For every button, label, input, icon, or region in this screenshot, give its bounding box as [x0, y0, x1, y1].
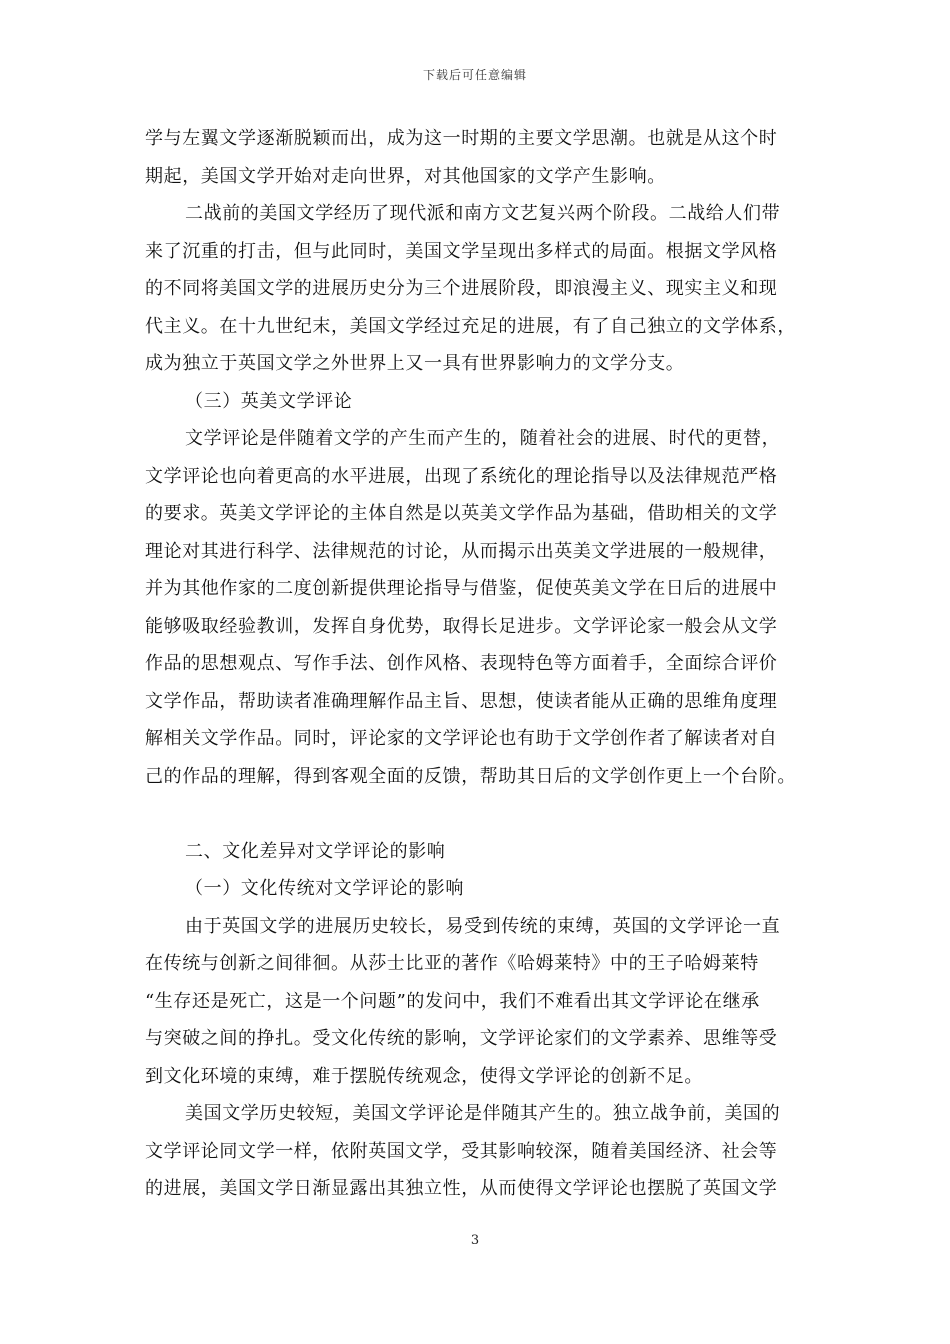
- text-line: 由于英国文学的进展历史较长，易受到传统的束缚，英国的文学评论一直: [185, 915, 781, 937]
- text-line: 代主义。在十九世纪末，美国文学经过充足的进展，有了自己独立的文学体系，: [145, 315, 796, 337]
- text-line: 期起，美国文学开始对走向世界，对其他国家的文学产生影响。: [145, 165, 666, 187]
- text-line: 作品的思想观点、写作手法、创作风格、表现特色等方面着手，全面综合评价: [145, 653, 778, 674]
- text-line: “生存还是死亡，这是一个问题”的发问中，我们不难看出其文学评论在继承: [145, 990, 760, 1012]
- text-line: 理论对其进行科学、法律规范的讨论，从而揭示出英美文学进展的一般规律，: [145, 540, 778, 562]
- text-line: 能够吸取经验教训，发挥自身优势，取得长足进步。文学评论家一般会从文学: [145, 615, 778, 637]
- text-line: 二战前的美国文学经历了现代派和南方文艺复兴两个阶段。二战给人们带: [185, 203, 781, 224]
- text-line: 与突破之间的挣扎。受文化传统的影响，文学评论家们的文学素养、思维等受: [145, 1028, 778, 1049]
- blank-line: [145, 795, 813, 833]
- text-line: 己的作品的理解，得到客观全面的反馈，帮助其日后的文学创作更上一个台阶。: [145, 765, 796, 787]
- text-line: 学与左翼文学逐渐脱颖而出，成为这一时期的主要文学思潮。也就是从这个时: [145, 128, 778, 149]
- paragraph: [145, 420, 813, 795]
- text-line: 文学评论同文学一样，依附英国文学，受其影响较深，随着美国经济、社会等: [145, 1140, 778, 1162]
- text-line: 文学评论也向着更高的水平进展，出现了系统化的理论指导以及法律规范严格: [145, 465, 778, 487]
- document-body: [145, 120, 813, 1208]
- text-line: 文学评论是伴随着文学的产生而产生的，随着社会的进展、时代的更替，: [185, 428, 781, 449]
- text-line: 的进展，美国文学日渐显露出其独立性，从而使得文学评论也摆脱了英国文学: [145, 1178, 778, 1199]
- page-number: 3: [470, 1233, 480, 1248]
- text-line: 来了沉重的打击，但与此同时，美国文学呈现出多样式的局面。根据文学风格: [145, 240, 778, 262]
- text-line: 的要求。英美文学评论的主体自然是以英美文学作品为基础，借助相关的文学: [145, 503, 778, 524]
- paragraph: [145, 1095, 813, 1208]
- text-line: 美国文学历史较短，美国文学评论是伴随其产生的。独立战争前，美国的: [185, 1103, 781, 1124]
- text-line: 成为独立于英国文学之外世界上又一具有世界影响力的文学分支。: [145, 353, 685, 374]
- text-line: 在传统与创新之间徘徊。从莎士比亚的著作《哈姆莱特》中的王子哈姆莱特: [145, 953, 759, 974]
- text-line: 的不同将美国文学的进展历史分为三个进展阶段，即浪漫主义、现实主义和现: [145, 278, 778, 299]
- text-line: 文学作品，帮助读者准确理解作品主旨、思想，使读者能从正确的思维角度理: [145, 690, 778, 712]
- text-line: 解相关文学作品。同时，评论家的文学评论也有助于文学创作者了解读者对自: [145, 728, 778, 749]
- page-header-note: 下载后可任意编辑: [422, 68, 527, 82]
- paragraph: [145, 195, 813, 383]
- chapter-heading: 二、文化差异对文学评论的影响: [185, 840, 446, 862]
- text-line: 并为其他作家的二度创新提供理论指导与借鉴，促使英美文学在日后的进展中: [145, 578, 778, 599]
- section-heading: （三）英美文学评论: [185, 390, 353, 412]
- paragraph: [145, 120, 813, 195]
- section-heading: （一）文化传统对文学评论的影响: [185, 878, 464, 899]
- text-line: 到文化环境的束缚，难于摆脱传统观念，使得文学评论的创新不足。: [145, 1065, 703, 1087]
- paragraph: [145, 908, 813, 1096]
